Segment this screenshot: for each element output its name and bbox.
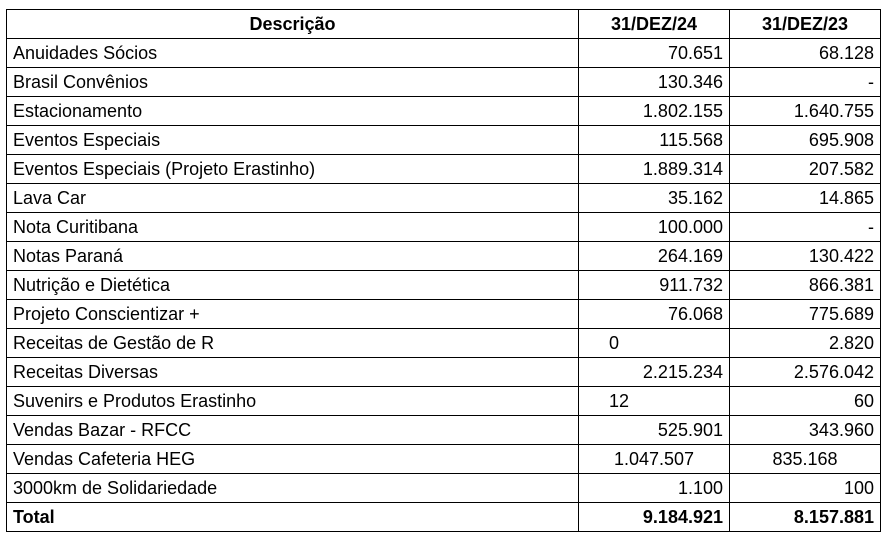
row-label: Vendas Cafeteria HEG [7,445,579,474]
table-row [7,213,881,242]
value-2023: 695.908 [730,126,881,155]
table-row [7,300,881,329]
row-label: Receitas de Gestão de R [7,329,579,358]
header-2023: 31/DEZ/23 [730,10,881,39]
value-2023: 2.820 [730,329,881,358]
row-label: 3000km de Solidariedade [7,474,579,503]
row-label: Suvenirs e Produtos Erastinho [7,387,579,416]
row-label: Nota Curitibana [7,213,579,242]
table-row [7,474,881,503]
row-label: Nutrição e Dietética [7,271,579,300]
value-2024: 12 [579,387,730,416]
value-2024: 264.169 [579,242,730,271]
table-row [7,416,881,445]
value-2024: 70.651 [579,39,730,68]
table-row [7,155,881,184]
value-2023: 130.422 [730,242,881,271]
value-2024: 1.802.155 [579,97,730,126]
row-label: Anuidades Sócios [7,39,579,68]
table-row [7,242,881,271]
value-2023: 68.128 [730,39,881,68]
value-2023: 2.576.042 [730,358,881,387]
row-label: Lava Car [7,184,579,213]
row-label: Eventos Especiais [7,126,579,155]
table-header-row [7,10,881,39]
value-2023: 775.689 [730,300,881,329]
revenue-table [6,9,881,532]
value-2023: 866.381 [730,271,881,300]
table-row [7,387,881,416]
row-label: Notas Paraná [7,242,579,271]
value-2024: 130.346 [579,68,730,97]
value-2024: 2.215.234 [579,358,730,387]
header-description: Descrição [7,10,579,39]
value-2023: - [730,213,881,242]
table-row [7,271,881,300]
table-row [7,445,881,474]
total-2023: 8.157.881 [730,503,881,532]
value-2024: 1.047.507 [579,445,730,474]
value-2023: 100 [730,474,881,503]
value-2023: - [730,68,881,97]
row-label: Projeto Conscientizar + [7,300,579,329]
row-label: Brasil Convênios [7,68,579,97]
row-label: Receitas Diversas [7,358,579,387]
value-2024: 1.100 [579,474,730,503]
value-2024: 911.732 [579,271,730,300]
value-2024: 76.068 [579,300,730,329]
value-2023: 207.582 [730,155,881,184]
value-2023: 14.865 [730,184,881,213]
table-row [7,184,881,213]
table-row [7,39,881,68]
table-row [7,126,881,155]
total-label: Total [7,503,579,532]
value-2023: 835.168 [730,445,881,474]
row-label: Eventos Especiais (Projeto Erastinho) [7,155,579,184]
value-2024: 100.000 [579,213,730,242]
table-row [7,329,881,358]
table-row [7,97,881,126]
table-row [7,358,881,387]
row-label: Estacionamento [7,97,579,126]
value-2024: 115.568 [579,126,730,155]
value-2024: 35.162 [579,184,730,213]
value-2024: 0 [579,329,730,358]
total-2024: 9.184.921 [579,503,730,532]
value-2023: 60 [730,387,881,416]
value-2023: 343.960 [730,416,881,445]
total-row [7,503,881,532]
table-row [7,68,881,97]
value-2024: 525.901 [579,416,730,445]
header-2024: 31/DEZ/24 [579,10,730,39]
row-label: Vendas Bazar - RFCC [7,416,579,445]
value-2024: 1.889.314 [579,155,730,184]
value-2023: 1.640.755 [730,97,881,126]
